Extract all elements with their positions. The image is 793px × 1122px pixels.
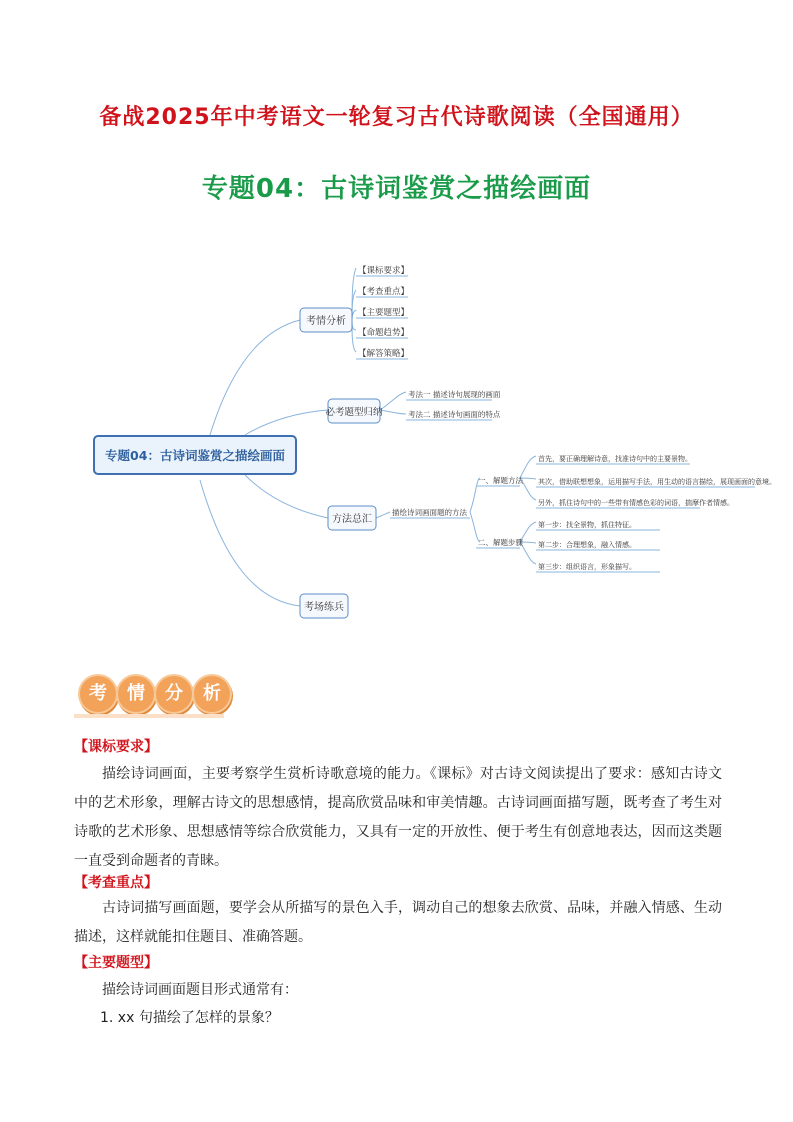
paragraph-question-types: 描绘诗词画面题目形式通常有： [102, 982, 298, 998]
heading-focus: 【考查重点】 [74, 875, 158, 891]
leaf-method-a2: 其次，借助联想想象，运用描写手法，用生动的语言描绘，展现画面的意境。 [538, 478, 776, 486]
leaf-analysis-1: 【课标要求】 [358, 266, 410, 276]
topic-title: 专题04：古诗词鉴赏之描绘画面 [201, 174, 592, 204]
badge-char-1: 考 [78, 674, 118, 714]
paragraph-curriculum: 描绘诗词画面，主要考察学生赏析诗歌意境的能力。《课标》对古诗文阅读提出了要求：感知古诗文中的艺术形象，理解古诗文的思想感情，提高欣赏品味和审美情趣。古诗词画面描写题，既考查了考生对诗歌的艺术形象、思想感情等综合欣赏能力，又具有一定的开放性、便于考生有创意地表达，因而这类题一直受到命题者的青睐。 [74, 766, 722, 869]
heading-curriculum: 【课标要求】 [74, 739, 158, 755]
document-title: 备战2025年中考语文一轮复习古代诗歌阅读（全国通用） [99, 105, 694, 130]
mindmap-branch-types [325, 399, 383, 423]
methods-group-b-label: 二、解题步骤 [478, 538, 523, 547]
leaf-analysis-3: 【主要题型】 [358, 308, 410, 318]
mindmap-branch-analysis [300, 308, 352, 332]
mindmap-root-label: 专题04：古诗词鉴赏之描绘画面 [105, 448, 285, 463]
leaf-method-b3: 第三步：组织语言，形象描写。 [538, 563, 636, 571]
badge-underline [74, 714, 224, 718]
section-badge [74, 670, 234, 718]
mindmap-root-node [94, 436, 296, 474]
question-type-item-1: 1. xx 句描绘了怎样的景象？ [100, 1010, 279, 1026]
leaf-analysis-2: 【考查重点】 [358, 287, 410, 297]
leaf-analysis-4: 【命题趋势】 [358, 328, 410, 338]
branch-analysis-label: 考情分析 [306, 316, 346, 327]
branch-types-label: 必考题型归纳 [325, 407, 383, 418]
leaf-types-1: 考法一 描述诗句展现的画面 [408, 390, 501, 399]
mind-map [0, 250, 793, 630]
branch-practice-label: 考场练兵 [304, 602, 344, 613]
methods-hub-label: 描绘诗词画面题的方法 [392, 508, 467, 517]
leaf-types-2: 考法二 描述诗句画面的特点 [408, 410, 501, 419]
leaf-analysis-5: 【解答策略】 [358, 349, 410, 359]
leaf-method-b2: 第二步：合理想象，融入情感。 [538, 541, 636, 549]
badge-char-4: 析 [192, 674, 232, 714]
mindmap-branch-methods [328, 506, 376, 530]
badge-char-2: 情 [116, 674, 156, 714]
heading-question-types: 【主要题型】 [74, 955, 158, 971]
branch-methods-label: 方法总汇 [332, 514, 372, 525]
badge-char-3: 分 [154, 674, 194, 714]
paragraph-focus: 古诗词描写画面题，要学会从所描写的景色入手，调动自己的想象去欣赏、品味，并融入情感、生动描述，这样就能扣住题目、准确答题。 [74, 900, 722, 945]
leaf-method-a1: 首先，要正确理解诗意，找准诗句中的主要景物。 [538, 455, 692, 463]
mindmap-branch-practice [300, 594, 348, 618]
methods-group-a-label: 一、解题方法 [478, 476, 523, 485]
leaf-method-b1: 第一步：找全景物，抓住特征。 [538, 521, 636, 529]
leaf-method-a3: 另外，抓住诗句中的一些带有情感色彩的词语，揣摩作者情感。 [538, 499, 734, 507]
